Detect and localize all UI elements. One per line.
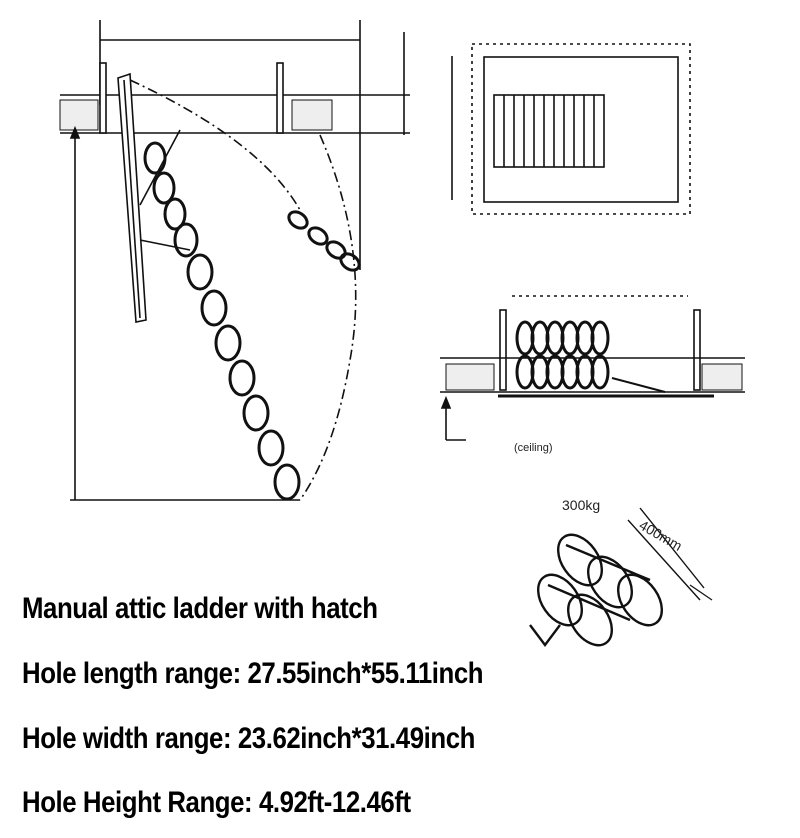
ceiling-label: (ceiling) xyxy=(514,442,553,454)
spec-hole-width: Hole width range: 23.62inch*31.49inch xyxy=(22,722,475,755)
top-view-hatch-drawing xyxy=(452,44,690,214)
ladder-detail-drawing xyxy=(529,508,712,653)
load-label: 300kg xyxy=(562,497,601,513)
width-label: 400mm xyxy=(636,516,685,554)
side-view-ladder-drawing xyxy=(60,20,410,500)
spec-hole-height: Hole Height Range: 4.92ft-12.46ft xyxy=(22,786,411,819)
closed-section-drawing xyxy=(440,296,745,440)
spec-title: Manual attic ladder with hatch xyxy=(22,592,378,625)
spec-hole-length: Hole length range: 27.55inch*55.11inch xyxy=(22,657,484,690)
